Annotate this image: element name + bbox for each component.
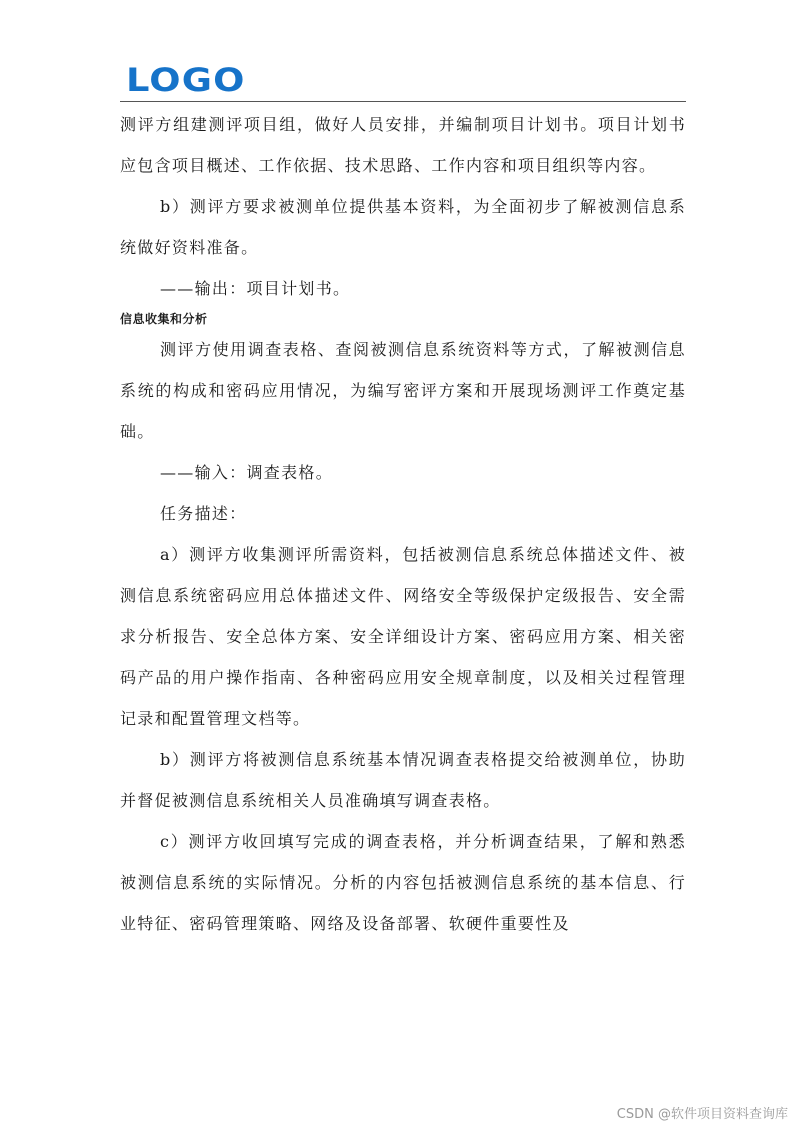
output-line: ——输出：项目计划书。 [160, 279, 351, 298]
paragraph-project-plan: 测评方组建测评项目组，做好人员安排，并编制项目计划书。项目计划书应包含项目概述、工作依据、技术思路、工作内容和项目组织等内容。 [120, 115, 686, 175]
section-heading: 信息收集和分析 [120, 312, 208, 326]
task-description-label: 任务描述： [160, 504, 247, 523]
paragraph-info-collection: 测评方使用调查表格、查阅被测信息系统资料等方式，了解被测信息系统的构成和密码应用情况，为编写密评方案和开展现场测评工作奠定基础。 [120, 340, 686, 441]
paragraph-basic-materials: b）测评方要求被测单位提供基本资料，为全面初步了解被测信息系统做好资料准备。 [120, 197, 686, 257]
input-line: ——输入：调查表格。 [160, 463, 334, 482]
document-body [120, 104, 686, 944]
watermark: CSDN @软件项目资料查询库 [616, 1107, 788, 1122]
task-item-c: c）测评方收回填写完成的调查表格，并分析调查结果，了解和熟悉被测信息系统的实际情况。分析的内容包括被测信息系统的基本信息、行业特征、密码管理策略、网络及设备部署、软硬件重要性及 [120, 832, 686, 933]
task-item-b: b）测评方将被测信息系统基本情况调查表格提交给被测单位，协助并督促被测信息系统相关人员准确填写调查表格。 [120, 750, 686, 810]
task-item-a: a）测评方收集测评所需资料，包括被测信息系统总体描述文件、被测信息系统密码应用总体描述文件、网络安全等级保护定级报告、安全需求分析报告、安全总体方案、安全详细设计方案、密码应用方案、相关密码产品的用户操作指南、各种密码应用安全规章制度，以及相关过程管理记录和配置管理文档等。 [120, 545, 686, 728]
logo: LOGO [126, 61, 246, 99]
header-divider [120, 101, 686, 102]
